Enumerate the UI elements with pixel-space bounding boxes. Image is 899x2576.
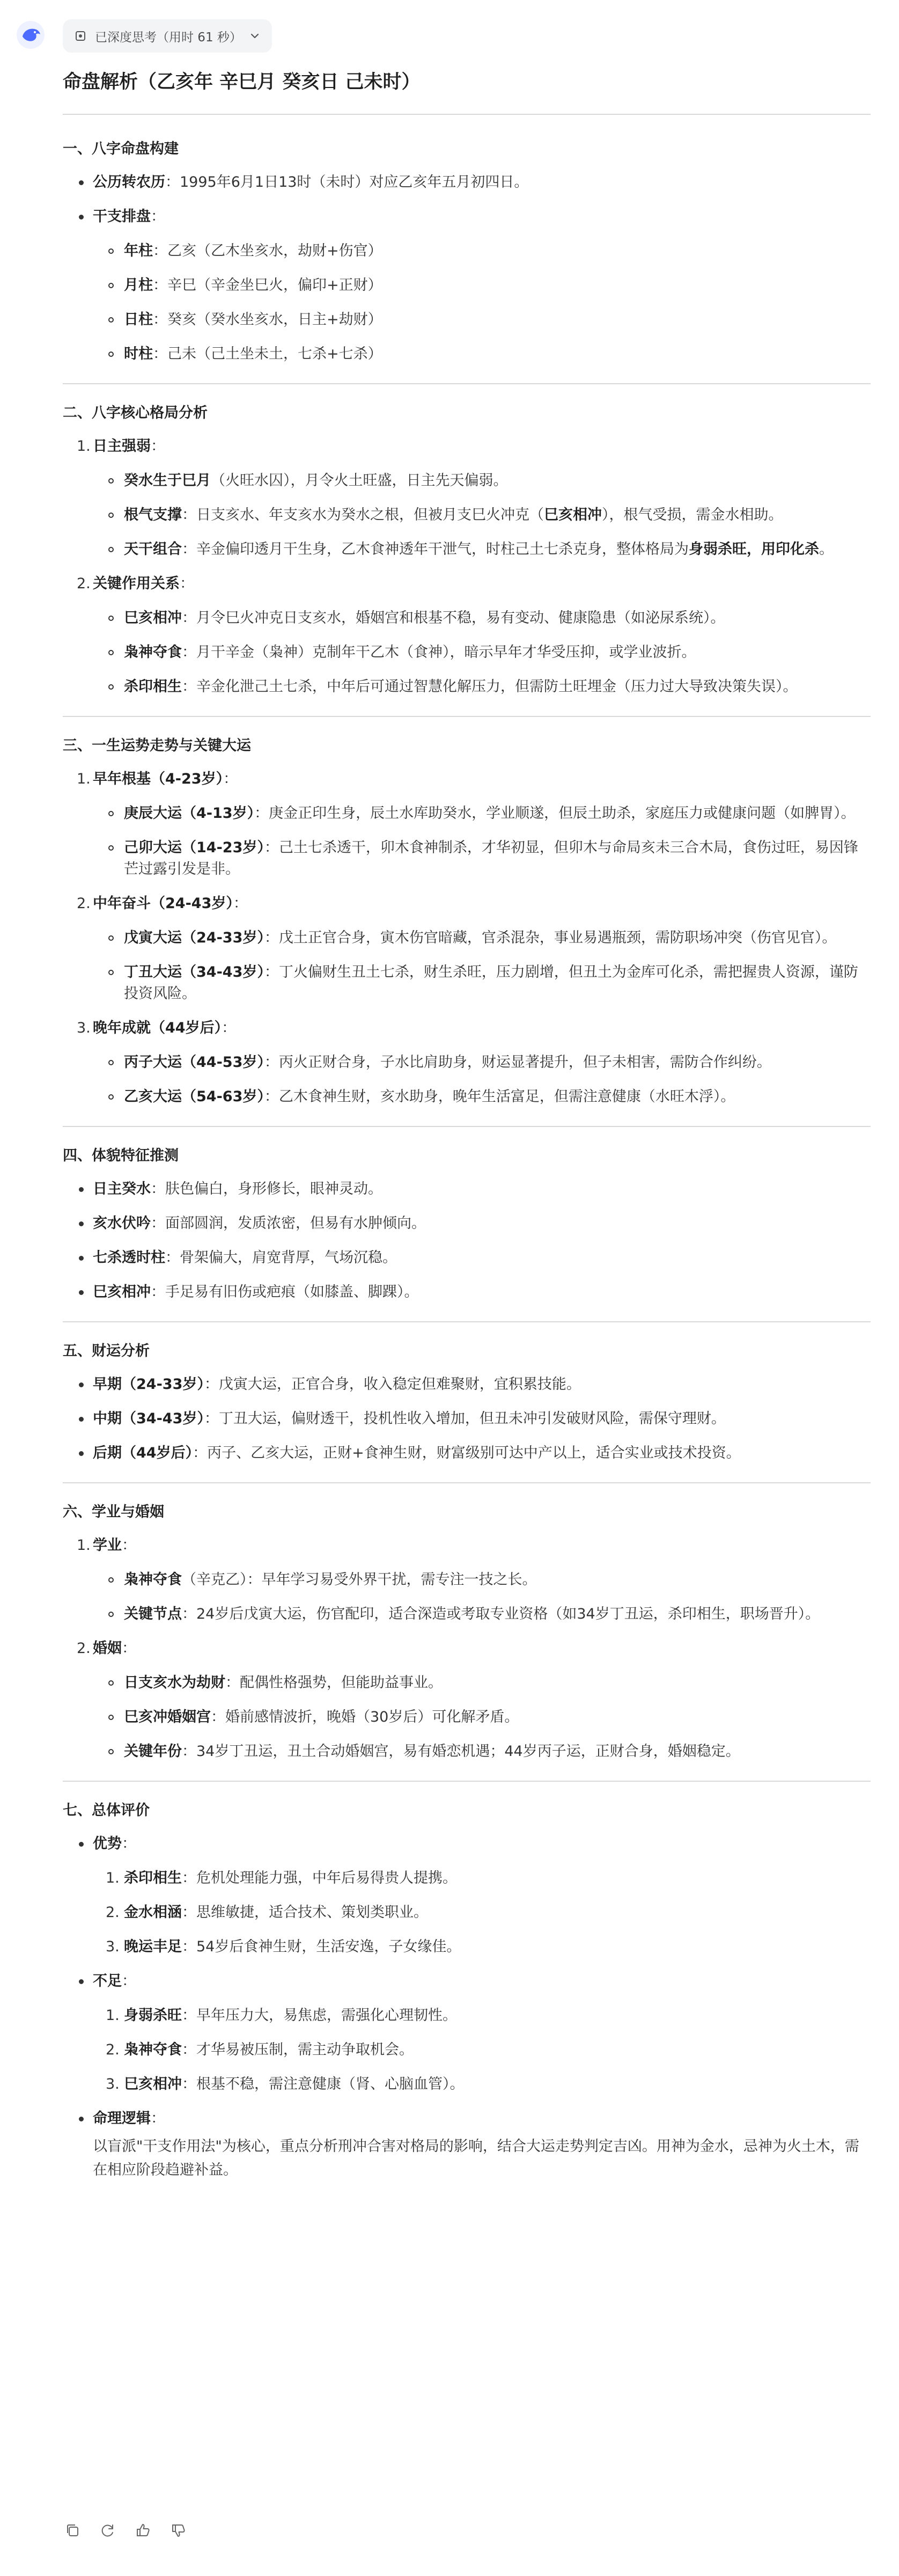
list-item: 巳亥相冲：手足易有旧伤或疤痕（如膝盖、脚踝）。: [63, 1282, 871, 1303]
divider: [63, 1482, 871, 1483]
list-item: 丁丑大运（34-43岁）：丁火偏财生丑土七杀，财生杀旺，压力剧增，但丑土为金库可化杀，需把握贵人资源，谨防投资风险。: [63, 962, 871, 1005]
list-item: 1. 杀印相生：危机处理能力强，中年后易得贵人提携。: [106, 1870, 457, 1886]
list-item: 庚辰大运（4-13岁）：庚金正印生身，辰土水库助癸水，学业顺遂，但辰土助杀，家庭压力或健康问题（如脾胃）。: [63, 803, 871, 824]
list-item: 后期（44岁后）：丙子、乙亥大运，正财+食神生财，财富级别可达中产以上，适合实业或技术投资。: [63, 1443, 871, 1464]
list-item: 公历转农历：1995年6月1日13时（未时）对应乙亥年五月初四日。: [63, 172, 871, 193]
section-heading: 二、八字核心格局分析: [63, 405, 208, 421]
list-item: 2. 金水相涵：思维敏捷，适合技术、策划类职业。: [106, 1904, 428, 1921]
list-item: 1. 早年根基（4-23岁）：: [77, 771, 238, 787]
thumbs-up-icon[interactable]: [134, 2521, 153, 2540]
page-title: 命盘解析（乙亥年 辛巳月 癸亥日 己未时）: [63, 71, 421, 93]
list-item: 时柱：己未（己土坐未土，七杀+七杀）: [63, 343, 871, 365]
list-item: 戊寅大运（24-33岁）：戊土正官合身，寅木伤官暗藏，官杀混杂，事业易遇瓶颈，需防职场冲突（伤官见官）。: [63, 927, 871, 949]
list-item: 乙亥大运（54-63岁）：乙木食神生财，亥水助身，晚年生活富足，但需注意健康（水旺木浮）。: [63, 1086, 871, 1108]
list-item: 己卯大运（14-23岁）：己土七杀透干，卯木食神制杀，才华初显，但卯木与命局亥未三合木局，食伤过旺，易因锋芒过露引发是非。: [63, 837, 871, 880]
list-item: 枭神夺食：月干辛金（枭神）克制年干乙木（食神），暗示早年才华受压抑，或学业波折。: [63, 642, 871, 663]
list-item: 1. 日主强弱：: [77, 438, 165, 455]
list-item: 枭神夺食（辛克乙）：早年学习易受外界干扰，需专注一技之长。: [63, 1569, 871, 1591]
list-item: 3. 晚年成就（44岁后）：: [77, 1020, 237, 1036]
list-item: 杀印相生：辛金化泄己土七杀，中年后可通过智慧化解压力，但需防土旺埋金（压力过大导致决策失误）。: [63, 676, 871, 698]
list-item: 癸水生于巳月（火旺水囚），月令火土旺盛，日主先天偏弱。: [63, 470, 871, 492]
section-heading: 六、学业与婚姻: [63, 1504, 164, 1520]
divider: [63, 1321, 871, 1322]
list-item: 关键节点：24岁后戊寅大运，伤官配印，适合深造或考取专业资格（如34岁丁丑运，杀印相生，职场晋升）。: [63, 1604, 871, 1625]
list-item: 关键年份：34岁丁丑运，丑土合动婚姻宫，易有婚恋机遇；44岁丙子运，正财合身，婚姻稳定。: [63, 1741, 871, 1762]
section-heading: 七、总体评价: [63, 1802, 150, 1819]
list-item: 根气支撑：日支亥水、年支亥水为癸水之根，但被月支巳火冲克（巳亥相冲），根气受损，需金水相助。: [63, 504, 871, 526]
list-item: 1. 身弱杀旺：早年压力大，易焦虑，需强化心理韧性。: [106, 2007, 457, 2024]
list-item: 2. 婚姻：: [77, 1640, 136, 1657]
section-heading: 四、体貌特征推测: [63, 1147, 179, 1164]
divider: [63, 1781, 871, 1782]
list-item: 2. 枭神夺食：才华易被压制，需主动争取机会。: [106, 2041, 414, 2058]
list-item: 月柱：辛巳（辛金坐巳火，偏印+正财）: [63, 275, 871, 296]
list-item: 不足：: [63, 1971, 871, 1992]
copy-icon[interactable]: [63, 2521, 82, 2540]
refresh-icon[interactable]: [98, 2521, 117, 2540]
assistant-avatar: [16, 20, 45, 49]
chevron-down-icon: [249, 31, 260, 41]
list-item: 早期（24-33岁）：戊寅大运，正官合身，收入稳定但难聚财，宜积累技能。: [63, 1374, 871, 1395]
deep-think-toggle[interactable]: [63, 19, 272, 53]
list-item: 3. 巳亥相冲：根基不稳，需注意健康（肾、心脑血管）。: [106, 2076, 465, 2092]
atom-icon: [75, 30, 86, 42]
divider: [63, 383, 871, 384]
section-heading: 一、八字命盘构建: [63, 141, 179, 157]
list-item: 3. 晚运丰足：54岁后食神生财，生活安逸，子女缘佳。: [106, 1938, 461, 1955]
list-item: 巳亥相冲：月令巳火冲克日支亥水，婚姻宫和根基不稳，易有变动、健康隐患（如泌尿系统）。: [63, 608, 871, 629]
list-item: 七杀透时柱：骨架偏大，肩宽背厚，气场沉稳。: [63, 1247, 871, 1269]
list-item: 丙子大运（44-53岁）：丙火正财合身，子水比肩助身，财运显著提升，但子未相害，需防合作纠纷。: [63, 1052, 871, 1073]
list-item: 2. 关键作用关系：: [77, 575, 194, 592]
message-actions: [63, 2521, 188, 2540]
list-item: 日柱：癸亥（癸水坐亥水，日主+劫财）: [63, 309, 871, 331]
divider: [63, 716, 871, 717]
list-item: 1. 学业：: [77, 1537, 136, 1554]
thumbs-down-icon[interactable]: [169, 2521, 188, 2540]
section-heading: 三、一生运势走势与关键大运: [63, 737, 251, 754]
list-item: 中期（34-43岁）：丁丑大运，偏财透干，投机性收入增加，但丑未冲引发破财风险，需保守理财。: [63, 1408, 871, 1430]
list-item: 日主癸水：肤色偏白，身形修长，眼神灵动。: [63, 1179, 871, 1200]
list-item: 巳亥冲婚姻宫：婚前感情波折，晚婚（30岁后）可化解矛盾。: [63, 1707, 871, 1728]
list-item: 日支亥水为劫财：配偶性格强势，但能助益事业。: [63, 1672, 871, 1694]
answer-content: [63, 69, 871, 2195]
list-item: 亥水伏吟：面部圆润，发质浓密，但易有水肿倾向。: [63, 1213, 871, 1234]
divider: [63, 114, 871, 115]
list-item: 年柱：乙亥（乙木坐亥水，劫财+伤官）: [63, 240, 871, 262]
section-heading: 五、财运分析: [63, 1343, 150, 1359]
list-item: 干支排盘：: [63, 206, 871, 228]
list-item: 命理逻辑：: [63, 2108, 871, 2129]
list-item: 天干组合：辛金偏印透月干生身，乙木食神透年干泄气，时柱己土七杀克身，整体格局为身弱杀旺，用印化杀。: [63, 539, 871, 560]
list-item: 优势：: [63, 1833, 871, 1855]
logic-paragraph: 以盲派"干支作用法"为核心，重点分析刑冲合害对格局的影响，结合大运走势判定吉凶。用神为金水，忌神为火土木，需在相应阶段趋避补益。: [93, 2138, 859, 2178]
divider: [63, 1126, 871, 1127]
deep-think-label: 已深度思考（用时 61 秒）: [95, 30, 242, 45]
list-item: 2. 中年奋斗（24-43岁）：: [77, 895, 248, 912]
